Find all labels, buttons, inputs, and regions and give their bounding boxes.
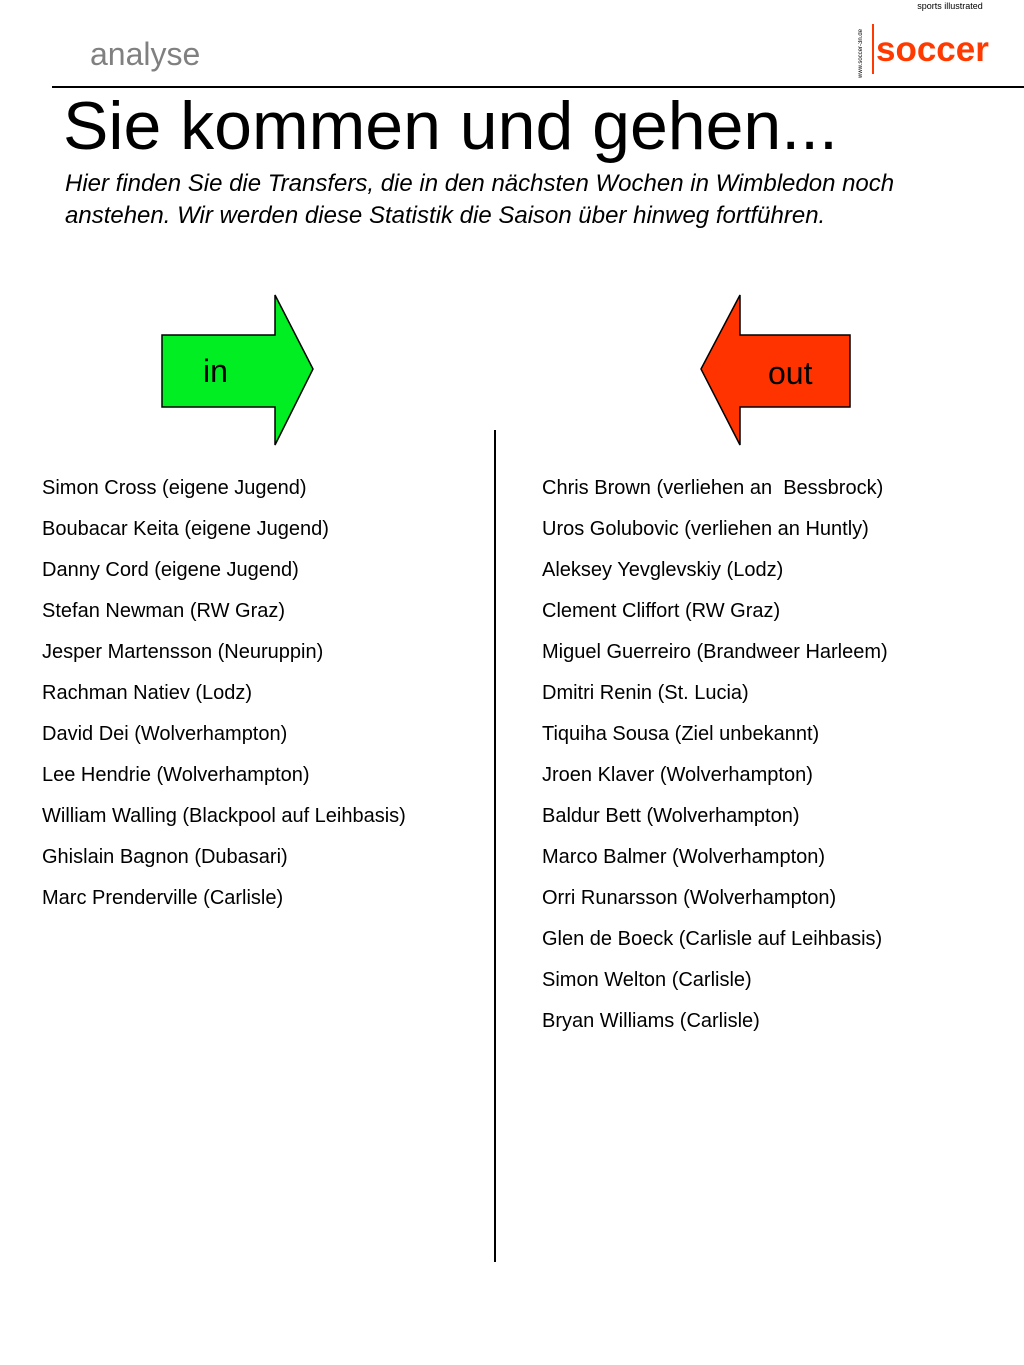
section-label: analyse	[90, 36, 201, 72]
in-arrow-shape	[162, 295, 313, 445]
list-item: Rachman Natiev (Lodz)	[42, 682, 253, 704]
list-item: Baldur Bett (Wolverhampton)	[542, 805, 800, 827]
page-title: Sie kommen und gehen...	[63, 88, 838, 164]
list-item: Simon Welton (Carlisle)	[542, 969, 752, 991]
list-item: Glen de Boeck (Carlisle auf Leihbasis)	[542, 928, 883, 950]
list-item: Aleksey Yevglevskiy (Lodz)	[542, 559, 784, 581]
column-divider	[494, 430, 496, 1262]
list-item: Orri Runarsson (Wolverhampton)	[542, 887, 837, 909]
logo-word: soccer	[876, 30, 989, 69]
logo-bar	[872, 24, 874, 74]
list-item: Jesper Martensson (Neuruppin)	[42, 641, 324, 663]
list-item: Clement Cliffort (RW Graz)	[542, 600, 781, 622]
list-item: Stefan Newman (RW Graz)	[42, 600, 286, 622]
list-item: Lee Hendrie (Wolverhampton)	[42, 764, 310, 786]
list-item: Boubacar Keita (eigene Jugend)	[42, 518, 329, 540]
list-item: Danny Cord (eigene Jugend)	[42, 559, 299, 581]
out-arrow-label: out	[768, 355, 813, 391]
list-item: Jroen Klaver (Wolverhampton)	[542, 764, 813, 786]
soccer-logo	[858, 22, 1008, 78]
list-item: Uros Golubovic (verliehen an Huntly)	[542, 518, 869, 540]
out-arrow	[698, 293, 854, 449]
intro-text: Hier finden Sie die Transfers, die in den nächsten Wochen in Wimbledon noch anstehen. Wir werden diese Statistik die Saison über hinweg fortführen.	[65, 170, 895, 229]
list-item: Dmitri Renin (St. Lucia)	[542, 682, 749, 704]
list-item: Marco Balmer (Wolverhampton)	[542, 846, 826, 868]
right-arrow-icon	[160, 293, 316, 449]
in-arrow-label: in	[203, 353, 228, 389]
list-item: David Dei (Wolverhampton)	[42, 723, 288, 745]
list-item: Chris Brown (verliehen an Bessbrock)	[542, 477, 884, 499]
in-arrow	[160, 293, 316, 449]
list-item: Miguel Guerreiro (Brandweer Harleem)	[542, 641, 888, 663]
list-item: Simon Cross (eigene Jugend)	[42, 477, 307, 499]
list-item: Tiquiha Sousa (Ziel unbekannt)	[542, 723, 820, 745]
list-item: Ghislain Bagnon (Dubasari)	[42, 846, 288, 868]
header-tagline: sports illustrated	[917, 1, 983, 11]
transfers-out-list	[542, 474, 1012, 1048]
list-item: Marc Prenderville (Carlisle)	[42, 887, 284, 909]
list-item: William Walling (Blackpool auf Leihbasis)	[42, 805, 406, 827]
transfers-in-list	[42, 474, 482, 925]
logo-url: www.soccer-3n.de	[858, 28, 864, 78]
list-item: Bryan Williams (Carlisle)	[542, 1010, 760, 1032]
